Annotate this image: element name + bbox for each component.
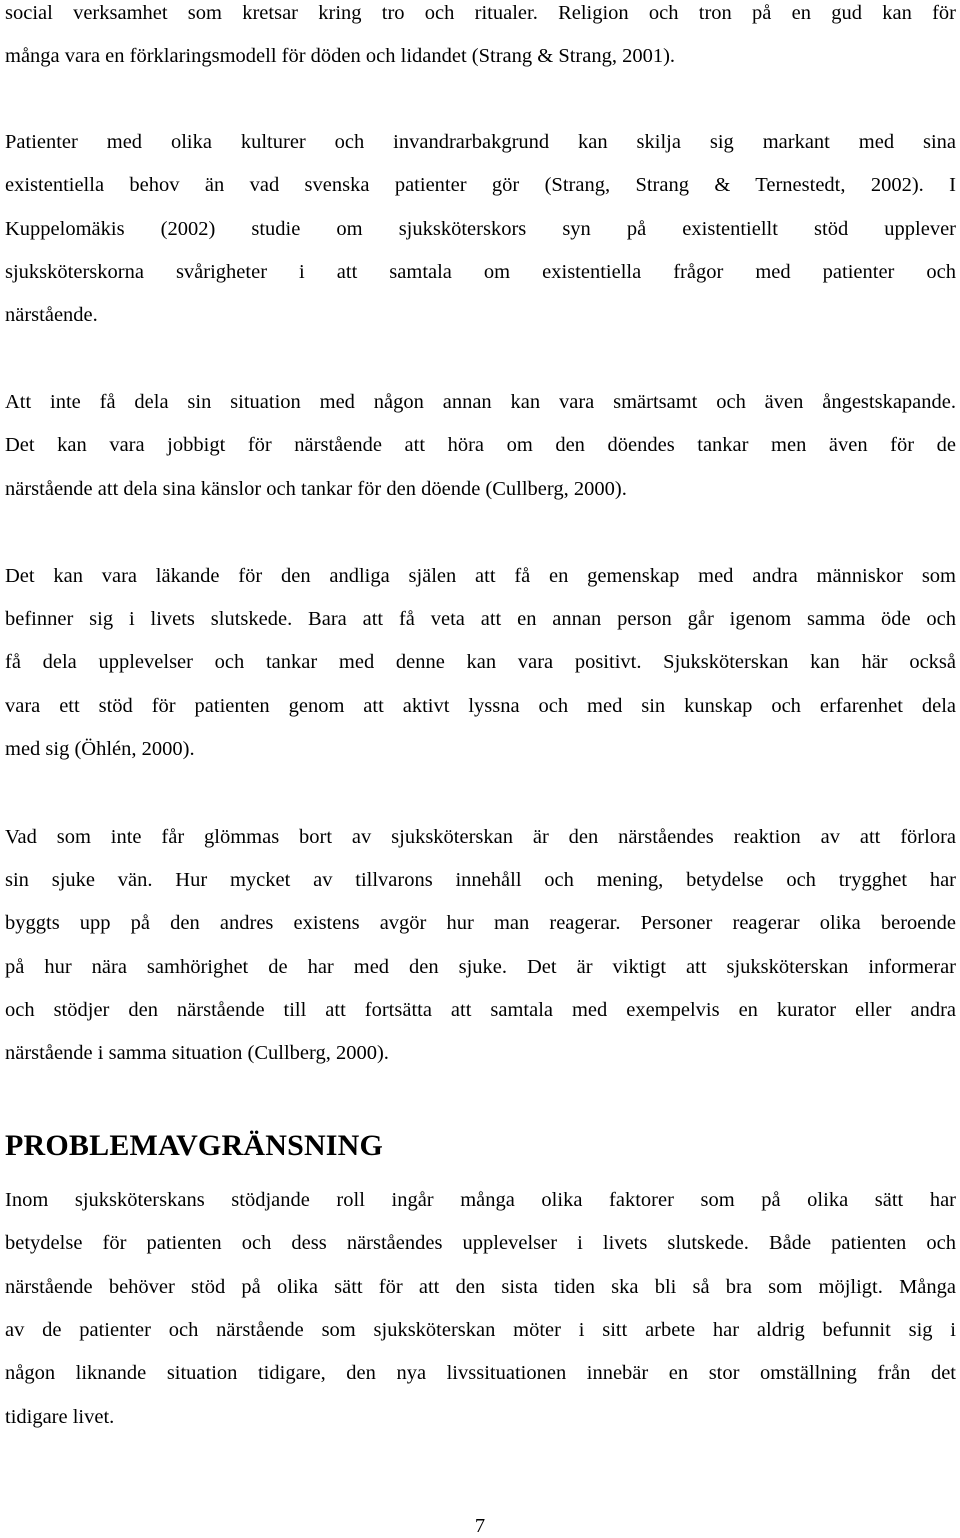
text-line: någon liknande situation tidigare, den nya livssituationen innebär en stor omställning från det: [5, 1362, 956, 1384]
text-line: närstående att dela sina känslor och tankar för den döende (Cullberg, 2000).: [5, 478, 627, 500]
text-line: med sig (Öhlén, 2000).: [5, 738, 195, 760]
text-line: Kuppelomäkis (2002) studie om sjuksköterskors syn på existentiellt stöd upplever: [5, 218, 956, 240]
text-line: närstående behöver stöd på olika sätt för att den sista tiden ska bli så bra som möjligt. Många: [5, 1276, 956, 1298]
text-line: av de patienter och närstående som sjuksköterskan möter i sitt arbete har aldrig befunnit sig i: [5, 1319, 956, 1341]
text-line: betydelse för patienten och dess närståendes upplevelser i livets slutskede. Både patienten och: [5, 1232, 956, 1254]
text-line: social verksamhet som kretsar kring tro och ritualer. Religion och tron på en gud kan för: [5, 2, 956, 24]
section-heading: PROBLEMAVGRÄNSNING: [5, 1129, 384, 1162]
text-line: existentiella behov än vad svenska patienter gör (Strang, Strang & Ternestedt, 2002). I: [5, 174, 956, 196]
text-line: närstående.: [5, 304, 98, 326]
text-line: sjuksköterskorna svårigheter i att samtala om existentiella frågor med patienter och: [5, 261, 956, 283]
text-line: och stödjer den närstående till att fortsätta att samtala med exempelvis en kurator eller andra: [5, 999, 956, 1021]
text-line: Inom sjuksköterskans stödjande roll ingår många olika faktorer som på olika sätt har: [5, 1189, 956, 1211]
text-line: Att inte få dela sin situation med någon annan kan vara smärtsamt och även ångestskapande.: [5, 391, 956, 413]
text-line: Patienter med olika kulturer och invandrarbakgrund kan skilja sig markant med sina: [5, 131, 956, 153]
text-line: Vad som inte får glömmas bort av sjuksköterskan är den närståendes reaktion av att förlora: [5, 826, 956, 848]
text-line: få dela upplevelser och tankar med denne kan vara positivt. Sjuksköterskan kan här också: [5, 651, 956, 673]
text-line: på hur nära samhörighet de har med den sjuke. Det är viktigt att sjuksköterskan informerar: [5, 956, 956, 978]
text-line: många vara en förklaringsmodell för döden och lidandet (Strang & Strang, 2001).: [5, 45, 676, 67]
text-line: vara ett stöd för patienten genom att aktivt lyssna och med sin kunskap och erfarenhet dela: [5, 695, 956, 717]
page-number: 7: [474, 1515, 486, 1537]
text-line: närstående i samma situation (Cullberg, 2000).: [5, 1042, 389, 1064]
text-line: Det kan vara jobbigt för närstående att höra om den döendes tankar men även för de: [5, 434, 956, 456]
text-line: sin sjuke vän. Hur mycket av tillvarons innehåll och mening, betydelse och trygghet har: [5, 869, 956, 891]
text-line: Det kan vara läkande för den andliga själen att få en gemenskap med andra människor som: [5, 565, 956, 587]
text-line: befinner sig i livets slutskede. Bara att få veta att en annan person går igenom samma öde och: [5, 608, 956, 630]
text-line: tidigare livet.: [5, 1406, 115, 1428]
text-line: byggts upp på den andres existens avgör hur man reagerar. Personer reagerar olika beroende: [5, 912, 956, 934]
